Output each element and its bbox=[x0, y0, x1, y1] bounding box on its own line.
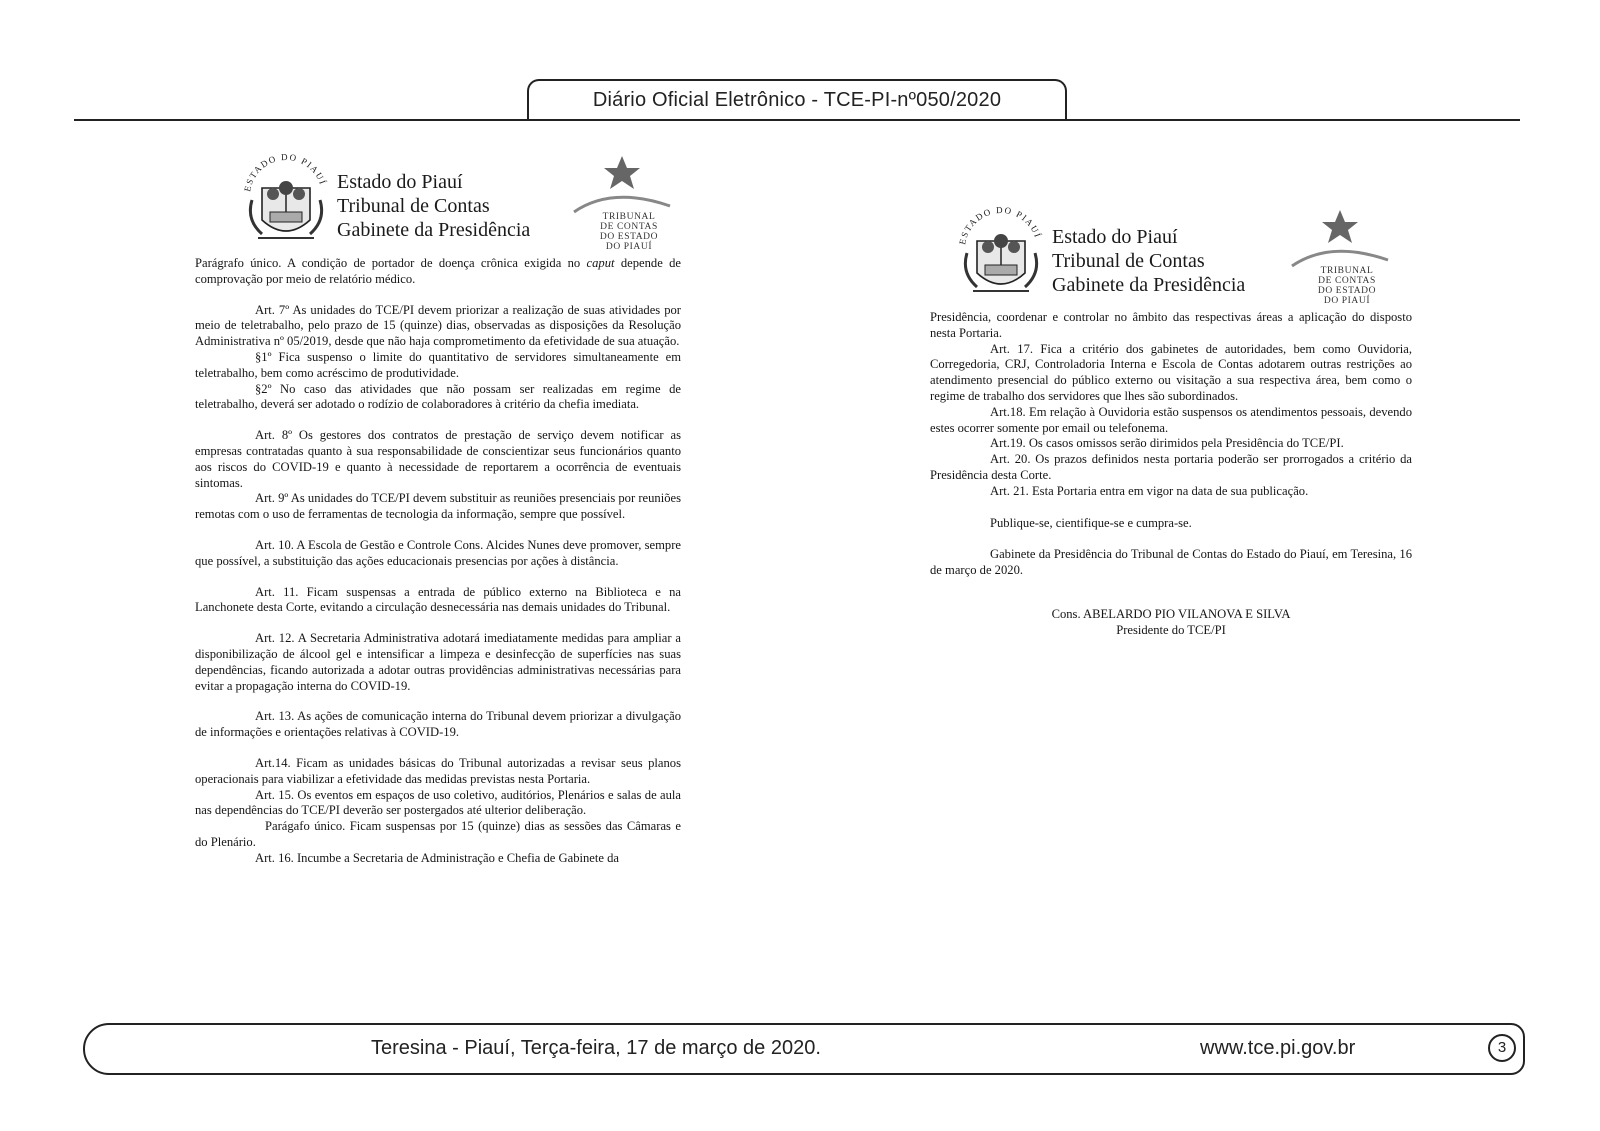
art-7-par-2: §2º No caso das atividades que não possam ser realizadas em regime de teletrabalho, deverá ser adotado o rodízio de colaboradores à critério da chefia imediata. bbox=[195, 381, 681, 412]
art-12: Art. 12. A Secretaria Administrativa adotará imediatamente medidas para ampliar a disponibilização de álcool gel e intensificar a limpeza e desinfecção de superfícies nas suas dependências, ficando autorizada a adotar outras providências administrativas necessárias para evitar a propagação interna do COVID-19. bbox=[195, 631, 681, 693]
art-15-paragrafo-unico: Parágafo único. Ficam suspensas por 15 (quinze) dias as sessões das Câmaras e do Plenário. bbox=[195, 819, 681, 849]
publique-se: Publique-se, cientifique-se e cumpra-se. bbox=[990, 515, 1192, 530]
right-column-text bbox=[930, 310, 1412, 639]
page-number: 3 bbox=[1488, 1034, 1516, 1062]
art-16-continuation: Presidência, coordenar e controlar no âmbito das respectivas áreas a aplicação do disposto nesta Portaria. bbox=[930, 310, 1412, 340]
tce-star-logo-right bbox=[1290, 208, 1390, 268]
art-7-par-1: §1º Fica suspenso o limite do quantitativo de servidores simultaneamente em teletrabalho, bem como acréscimo de produtividade. bbox=[195, 349, 681, 380]
letterhead-state-right: Estado do Piauí bbox=[1052, 226, 1178, 248]
paragrafo-unico: Parágrafo único. A condição de portador de doença crônica exigida no caput depende de comprovação por meio de relatório médico. bbox=[195, 256, 682, 286]
left-column-text bbox=[195, 256, 681, 867]
art-18: Art.18. Em relação à Ouvidoria estão suspensos os atendimentos pessoais, devendo estes ocorrer somente por email ou telefonema. bbox=[930, 404, 1412, 435]
art-17: Art. 17. Fica a critério dos gabinetes de autoridades, bem como Ouvidoria, Corregedoria, CRJ, Controladoria Interna e Escola de Contas adotarem outras restrições ao atendimento presencial do público externo ou visitação a sua respectiva área, bem como o regime de trabalho dos servidores que lhes são subordinados. bbox=[930, 341, 1412, 403]
art-20: Art. 20. Os prazos definidos nesta portaria poderão ser prorrogados a critério da Presidência desta Corte. bbox=[930, 452, 1412, 482]
state-seal-left bbox=[240, 150, 332, 250]
art-11: Art. 11. Ficam suspensas a entrada de público externo na Biblioteca e na Lanchonete desta Corte, evitando a circulação desnecessária nas demais unidades do Tribunal. bbox=[195, 584, 681, 615]
art-16: Art. 16. Incumbe a Secretaria de Administração e Chefia de Gabinete da bbox=[255, 850, 620, 865]
art-15: Art. 15. Os eventos em espaços de uso coletivo, auditórios, Plenários e salas de aula nas dependências do TCE/PI deverão ser postergados até ulterior deliberação. bbox=[195, 787, 681, 818]
seal-arc-text: ESTADO DO PIAUÍ bbox=[957, 204, 1044, 246]
art-19: Art.19. Os casos omissos serão dirimidos pela Presidência do TCE/PI. bbox=[990, 436, 1344, 451]
art-21: Art. 21. Esta Portaria entra em vigor na data de sua publicação. bbox=[990, 483, 1309, 498]
letterhead-state-left: Estado do Piauí bbox=[337, 171, 463, 193]
footer-website: www.tce.pi.gov.br bbox=[1200, 1037, 1356, 1059]
art-14: Art.14. Ficam as unidades básicas do Tribunal autorizadas a revisar seus planos operacionais para viabilizar a efetividade das medidas previstas nesta Portaria. bbox=[195, 755, 681, 786]
letterhead-office-left: Gabinete da Presidência bbox=[337, 219, 531, 241]
header-rule bbox=[74, 119, 1520, 121]
signatory-name: Cons. ABELARDO PIO VILANOVA E SILVA bbox=[1051, 606, 1291, 621]
gabinete-local-data: Gabinete da Presidência do Tribunal de Contas do Estado do Piauí, em Teresina, 16 de março de 2020. bbox=[930, 547, 1412, 578]
art-9: Art. 9º As unidades do TCE/PI devem substituir as reuniões presenciais por reuniões remotas com o uso de ferramentas de tecnologia da informação, sempre que possível. bbox=[195, 491, 681, 522]
art-13: Art. 13. As ações de comunicação interna do Tribunal devem priorizar a divulgação de informações e orientações relativas à COVID-19. bbox=[195, 709, 681, 740]
signatory-role: Presidente do TCE/PI bbox=[1116, 622, 1226, 637]
footer-date: Teresina - Piauí, Terça-feira, 17 de março de 2020. bbox=[371, 1037, 821, 1059]
tce-logo-text-left: TRIBUNAL DE CONTAS DO ESTADO DO PIAUÍ bbox=[599, 212, 659, 252]
state-seal-right bbox=[955, 203, 1047, 303]
letterhead-court-left: Tribunal de Contas bbox=[337, 195, 490, 217]
art-10: Art. 10. A Escola de Gestão e Controle Cons. Alcides Nunes deve promover, sempre que possível, a substituição das ações educacionais presencias por ações à distância. bbox=[195, 537, 681, 568]
journal-header-title: Diário Oficial Eletrônico - TCE-PI-nº050/2020 bbox=[527, 79, 1067, 121]
letterhead-office-right: Gabinete da Presidência bbox=[1052, 274, 1246, 296]
art-7: Art. 7º As unidades do TCE/PI devem priorizar a realização de suas atividades por meio de teletrabalho, pelo prazo de 15 (quinze) dias, observadas as disposições da Resolução Administrativa nº 05/2019, desde que não haja comprometimento da efetividade de sua atuação. bbox=[195, 302, 681, 349]
art-8: Art. 8º Os gestores dos contratos de prestação de serviço devem notificar as empresas contratadas quanto à sua responsabilidade de conscientizar seus funcionários quanto aos riscos do COVID-19 e quanto à necessidade de reportarem a ocorrência de eventuais sintomas. bbox=[195, 428, 681, 490]
letterhead-court-right: Tribunal de Contas bbox=[1052, 250, 1205, 272]
tce-logo-text-right: TRIBUNAL DE CONTAS DO ESTADO DO PIAUÍ bbox=[1317, 266, 1377, 306]
seal-arc-text: ESTADO DO PIAUÍ bbox=[242, 151, 329, 193]
tce-star-logo-left bbox=[572, 154, 672, 214]
